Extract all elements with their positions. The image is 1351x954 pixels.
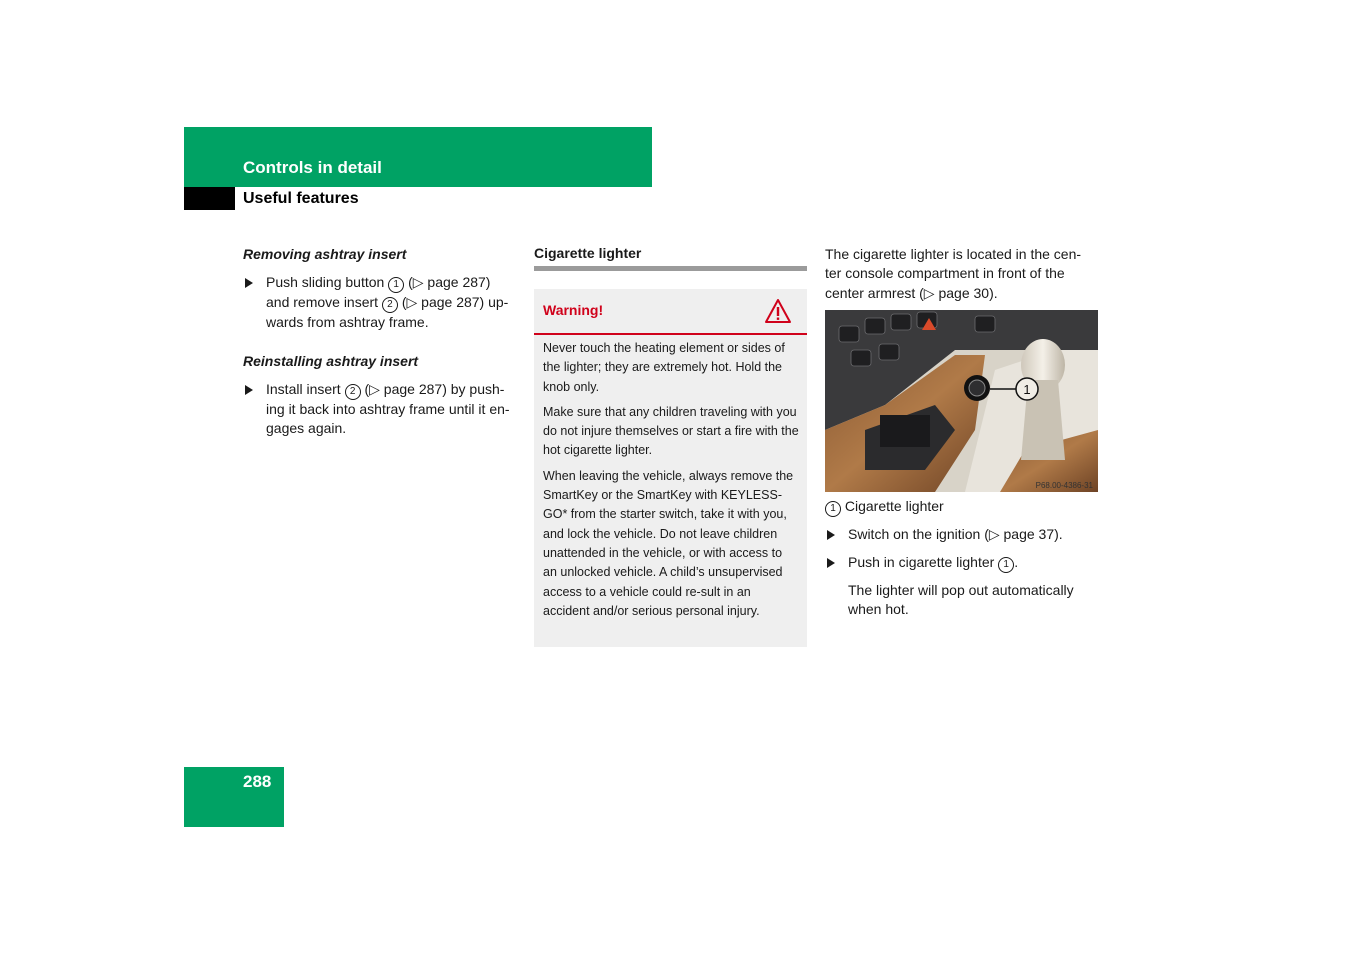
lighter-note: The lighter will pop out automatically when hot. (848, 581, 1074, 617)
ashtray-column (243, 245, 519, 457)
ref-circle: 1 (825, 501, 841, 517)
reinstalling-step: Install insert 2 (▷ page 287) by push- ing it back into ashtray frame until it en- gages again. (243, 380, 519, 439)
warning-rule (534, 333, 807, 335)
subsection-title: Useful features (243, 190, 359, 207)
section-header-band (184, 127, 652, 187)
ignition-step: Switch on the ignition (▷ page 37). (825, 525, 1100, 545)
warning-paragraph: Never touch the heating element or sides of the lighter; they are extremely hot. Hold the knob only. (543, 341, 785, 394)
warning-paragraph: When leaving the vehicle, always remove the SmartKey or the SmartKey with KEYLESS-GO* from the starter switch, take it with you, and lock the vehicle. Do not leave children unattended in the vehicle, or with access to an unlocked vehicle. A child’s unsupervised access to a vehicle could re-sult in an accident and/or serious personal injury. (543, 468, 794, 618)
center-console-photo (825, 310, 1098, 492)
ref-circle: 1 (998, 557, 1014, 573)
reinstalling-heading: Reinstalling ashtray insert (243, 353, 419, 369)
photo-legend: 1 Cigarette lighter (825, 497, 1100, 517)
warning-triangle-icon (764, 298, 792, 324)
bullet-arrow-icon (827, 530, 835, 540)
lighter-heading: Cigarette lighter (534, 245, 642, 261)
page-number: 288 (243, 772, 272, 791)
bullet-arrow-icon (827, 558, 835, 568)
ref-circle: 2 (345, 384, 361, 400)
ref-circle: 1 (388, 277, 404, 293)
photo-code: P68.00-4386-31 (1035, 481, 1093, 490)
photo-callout-number: 1 (1023, 382, 1031, 397)
ref-circle: 2 (382, 297, 398, 313)
lighter-steps (825, 497, 1100, 620)
warning-title: Warning! (543, 302, 604, 318)
warning-paragraph: Make sure that any children traveling with you do not injure themselves or start a fire with the hot cigarette lighter. (543, 404, 799, 458)
heading-rule (534, 266, 807, 271)
section-tab-marker (184, 187, 235, 210)
section-title: Controls in detail (243, 158, 382, 177)
warning-text (543, 339, 799, 627)
push-lighter-step: Push in cigarette lighter 1 . (825, 553, 1100, 573)
lighter-intro: The cigarette lighter is located in the cen- ter console compartment in front of the center armrest (▷ page 30). (825, 246, 1082, 301)
removing-step: Push sliding button 1 (▷ page 287) and remove insert 2 (▷ page 287) up- wards from ashtray frame. (243, 273, 519, 333)
bullet-arrow-icon (245, 385, 253, 395)
bullet-arrow-icon (245, 278, 253, 288)
removing-heading: Removing ashtray insert (243, 246, 407, 262)
